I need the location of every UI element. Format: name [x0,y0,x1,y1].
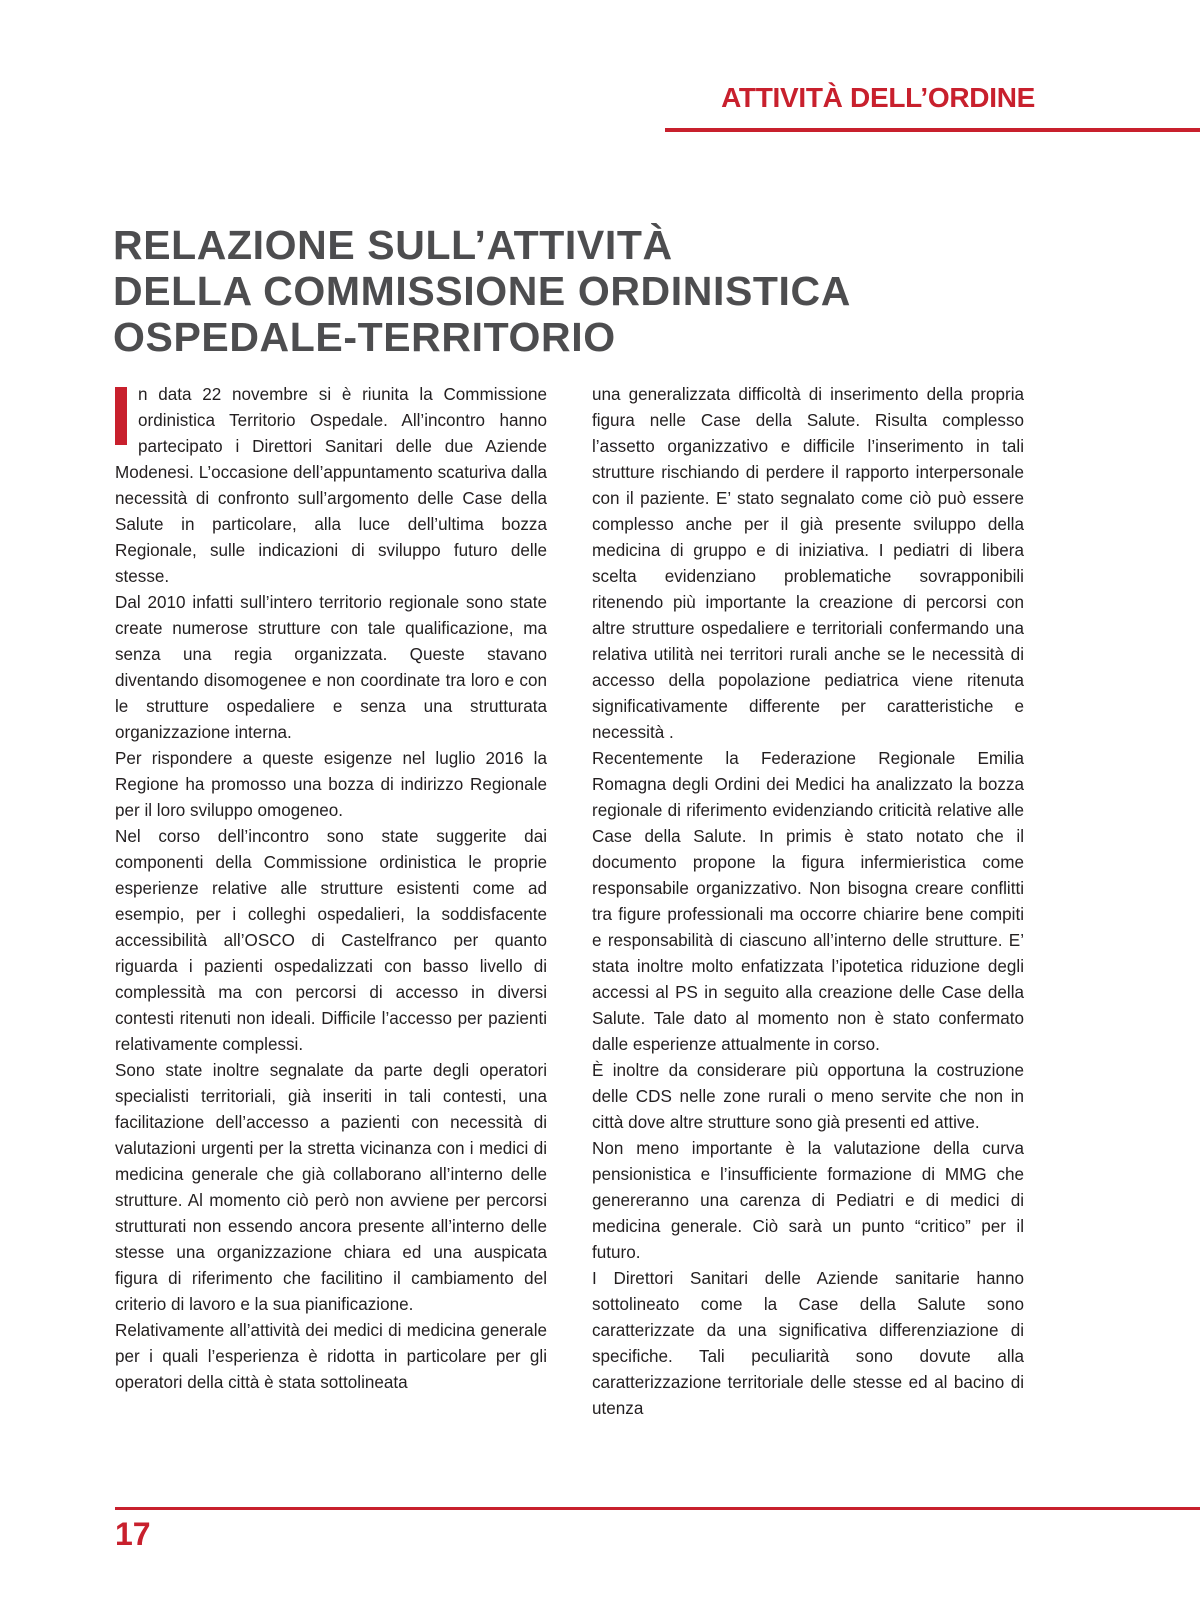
paragraph: Recentemente la Federazione Regionale Emilia Romagna degli Ordini dei Medici ha analizzato la bozza regionale di riferimento evidenziando criticità relative alle Case della Salute. In primis è stato notato che il documento propone la figura infermieristica come responsabile organizzativo. Non bisogna creare conflitti tra figure professionali ma occorre chiarire bene compiti e responsabilità di ciascuno all’interno delle strutture. E’ stata inoltre molto enfatizzata l’ipotetica riduzione degli accessi al PS in seguito alla creazione delle Case della Salute. Tale dato al momento non è stato confermato dalle esperienze attualmente in corso. [592,749,1024,1054]
title-line-1: RELAZIONE SULL’ATTIVITÀ [113,222,673,268]
left-column [115,382,547,1396]
title-line-2: DELLA COMMISSIONE ORDINISTICA [113,268,851,314]
paragraph: n data 22 novembre si è riunita la Commissione ordinistica Territorio Ospedale. All’incontro hanno partecipato i Direttori Sanitari delle due Aziende Modenesi. L’occasione dell’appuntamento scaturiva dalla necessità di confronto sull’argomento delle Case della Salute in particolare, alla luce dell’ultima bozza Regionale, sulle indicazioni di sviluppo futuro delle stesse. [115,385,547,586]
footer-rule [115,1507,1200,1510]
paragraph: Dal 2010 infatti sull’intero territorio regionale sono state create numerose strutture con tale qualificazione, ma senza una regia organizzata. Queste stavano diventando disomogenee e non coordinate tra loro e con le strutture ospedaliere e senza una strutturata organizzazione interna. [115,593,547,742]
paragraph: Non meno importante è la valutazione della curva pensionistica e l’insufficiente formazione di MMG che genereranno una carenza di Pediatri e di medici di medicina generale. Ciò sarà un punto “critico” per il futuro. [592,1139,1024,1262]
paragraph: Relativamente all’attività dei medici di medicina generale per i quali l’esperienza è ridotta in particolare per gli operatori della città è stata sottolineata [115,1321,547,1392]
paragraph: una generalizzata difficoltà di inserimento della propria figura nelle Case della Salute. Risulta complesso l’assetto organizzativo e difficile l’inserimento in tali strutture rischiando di perdere il rapporto interpersonale con il paziente. E’ stato segnalato come ciò può essere complesso anche per il già presente sviluppo della medicina di gruppo e di iniziativa. I pediatri di libera scelta evidenziano problematiche sovrapponibili ritenendo più importante la creazione di percorsi con altre strutture ospedaliere e territoriali confermando una relativa utilità nei territori rurali anche se le necessità di accesso della popolazione pediatrica viene ritenuta significativamente differente per caratteristiche e necessità . [592,385,1024,742]
paragraph: Sono state inoltre segnalate da parte degli operatori specialisti territoriali, già inseriti in tali contesti, una facilitazione dell’accesso a pazienti con necessità di valutazioni urgenti per la stretta vicinanza con i medici di medicina generale che già collaborano all’interno delle strutture. Al momento ciò però non avviene per percorsi strutturati non essendo ancora presente all’interno delle stesse una organizzazione chiara ed una auspicata figura di riferimento che facilitino il cambiamento del criterio di lavoro e la sua pianificazione. [115,1061,547,1314]
title-line-3: OSPEDALE-TERRITORIO [113,314,616,360]
right-column [592,382,1024,1422]
paragraph: I Direttori Sanitari delle Aziende sanitarie hanno sottolineato come la Case della Salute sono caratterizzate da una significativa differenziazione di specifiche. Tali peculiarità sono dovute alla caratterizzazione territoriale delle stesse ed al bacino di utenza [592,1269,1024,1418]
paragraph: Per rispondere a queste esigenze nel luglio 2016 la Regione ha promosso una bozza di indirizzo Regionale per il loro sviluppo omogeneo. [115,749,547,820]
paragraph: Nel corso dell’incontro sono state suggerite dai componenti della Commissione ordinistica le proprie esperienze relative alle strutture esistenti come ad esempio, per i colleghi ospedalieri, la soddisfacente accessibilità all’OSCO di Castelfranco per quanto riguarda i pazienti ospedalizzati con basso livello di complessità ma con percorsi di accesso in diversi contesti ritenuti non ideali. Difficile l’accesso per pazienti relativamente complessi. [115,827,547,1054]
article-title [113,222,1013,360]
section-rule [665,128,1200,132]
paragraph: È inoltre da considerare più opportuna la costruzione delle CDS nelle zone rurali o meno servite che non in città dove altre strutture sono già presenti ed attive. [592,1061,1024,1132]
section-label: ATTIVITÀ DELL’ORDINE [721,82,1035,113]
dropcap [115,387,127,445]
page-number: 17 [115,1516,151,1552]
